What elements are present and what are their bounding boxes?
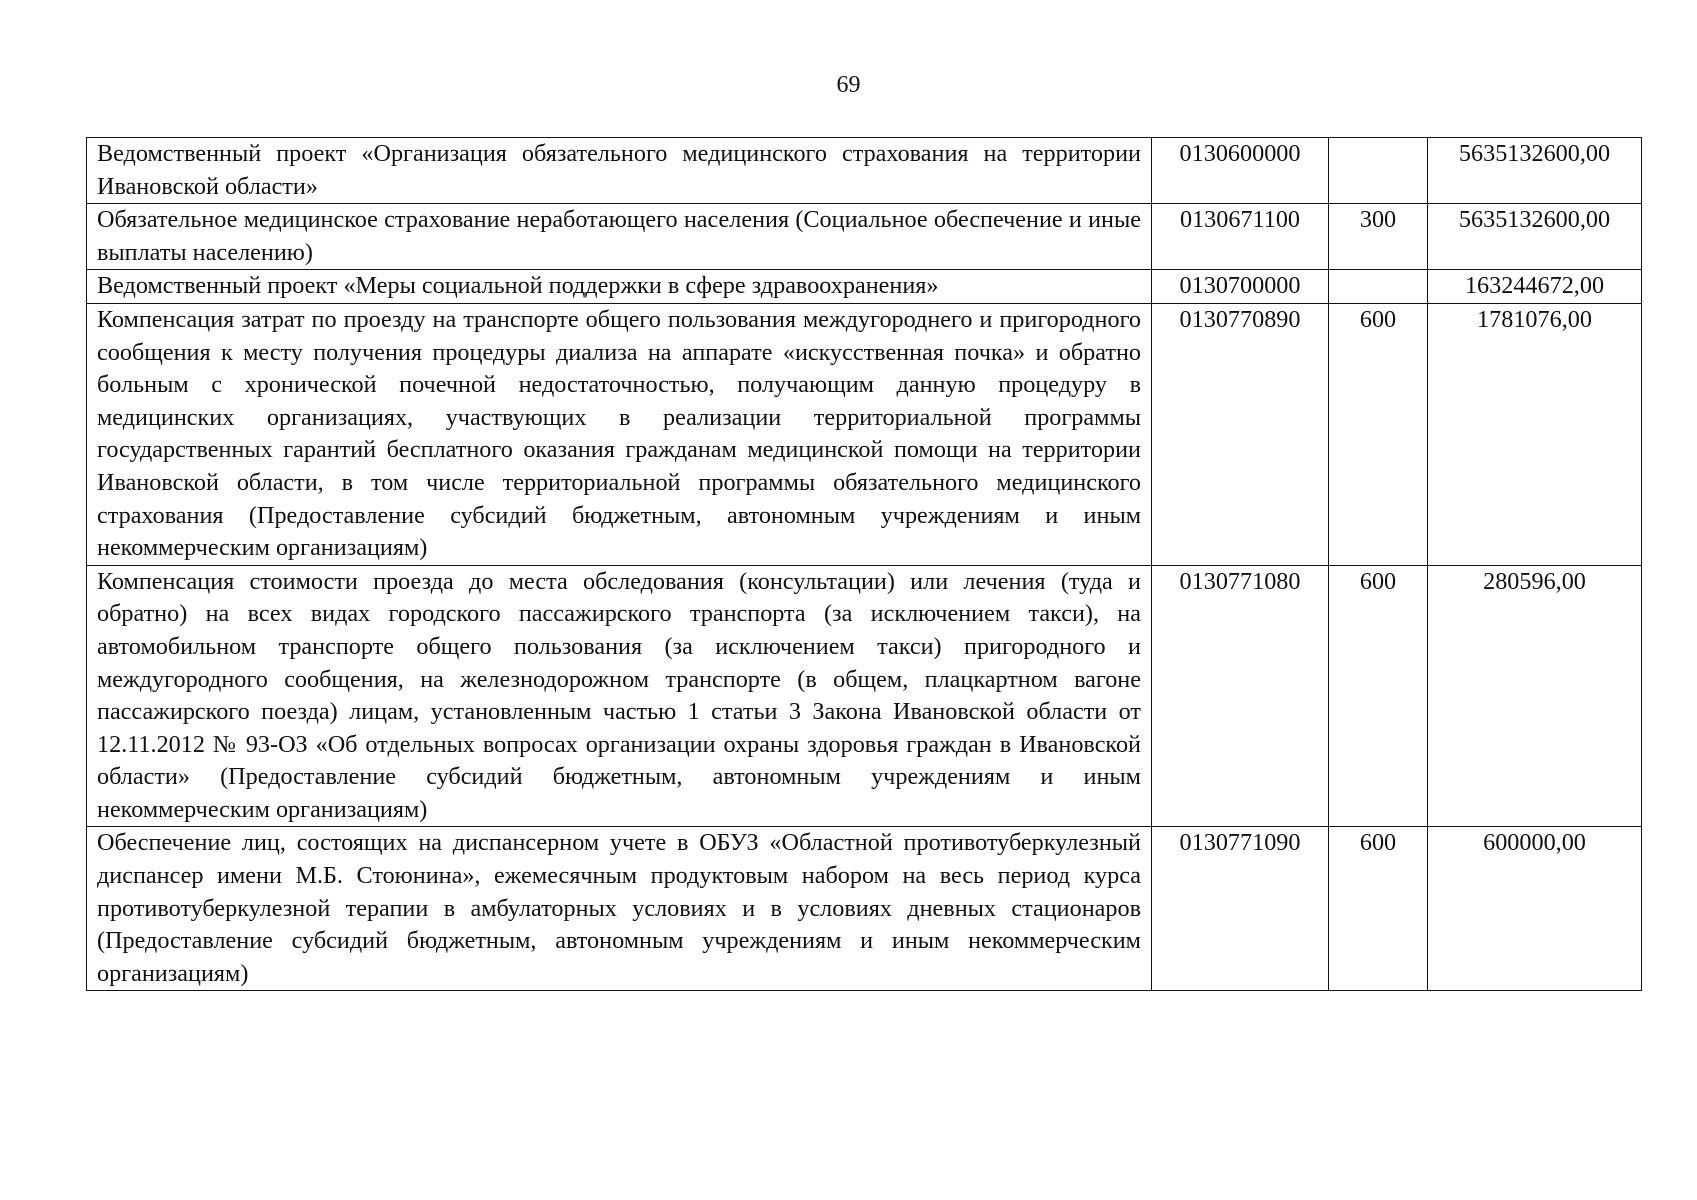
budget-table-body <box>87 138 1642 991</box>
row-amount: 163244672,00 <box>1428 270 1642 304</box>
row-expense-type: 300 <box>1329 204 1428 270</box>
row-code: 0130671100 <box>1152 204 1329 270</box>
row-expense-type <box>1329 270 1428 304</box>
row-amount: 5635132600,00 <box>1428 204 1642 270</box>
row-description: Ведомственный проект «Меры социальной поддержки в сфере здравоохранения» <box>87 270 1152 304</box>
row-code: 0130771080 <box>1152 565 1329 827</box>
table-row <box>87 204 1642 270</box>
table-row <box>87 827 1642 991</box>
row-code: 0130770890 <box>1152 303 1329 565</box>
row-amount: 280596,00 <box>1428 565 1642 827</box>
row-expense-type <box>1329 138 1428 204</box>
row-expense-type: 600 <box>1329 565 1428 827</box>
row-description: Обеспечение лиц, состоящих на диспансерном учете в ОБУЗ «Областной противотуберкулезный диспансер имени М.Б. Стоюнина», ежемесячным продуктовым набором на весь период курса противотуберкулезной терапии в амбулаторных условиях и в условиях дневных стационаров (Предоставление субсидий бюджетным, автономным учреждениям и иным некоммерческим организациям) <box>87 827 1152 991</box>
budget-table <box>86 137 1642 991</box>
table-row <box>87 565 1642 827</box>
table-row <box>87 270 1642 304</box>
row-expense-type: 600 <box>1329 827 1428 991</box>
row-code: 0130771090 <box>1152 827 1329 991</box>
row-amount: 1781076,00 <box>1428 303 1642 565</box>
row-description: Ведомственный проект «Организация обязательного медицинского страхования на территории Ивановской области» <box>87 138 1152 204</box>
table-row <box>87 303 1642 565</box>
row-description: Компенсация стоимости проезда до места обследования (консультации) или лечения (туда и обратно) на всех видах городского пассажирского транспорта (за исключением такси), на автомобильном транспорте общего пользования (за исключением такси) пригородного и междугородного сообщения, на железнодорожном транспорте (в общем, плацкартном вагоне пассажирского поезда) лицам, установленным частью 1 статьи 3 Закона Ивановской области от 12.11.2012 № 93-ОЗ «Об отдельных вопросах организации охраны здоровья граждан в Ивановской области» (Предоставление субсидий бюджетным, автономным учреждениям и иным некоммерческим организациям) <box>87 565 1152 827</box>
table-row <box>87 138 1642 204</box>
row-description: Обязательное медицинское страхование неработающего населения (Социальное обеспечение и иные выплаты населению) <box>87 204 1152 270</box>
row-code: 0130700000 <box>1152 270 1329 304</box>
row-expense-type: 600 <box>1329 303 1428 565</box>
row-code: 0130600000 <box>1152 138 1329 204</box>
row-description: Компенсация затрат по проезду на транспорте общего пользования междугороднего и пригородного сообщения к месту получения процедуры диализа на аппарате «искусственная почка» и обратно больным с хронической почечной недостаточностью, получающим данную процедуру в медицинских организациях, участвующих в реализации территориальной программы государственных гарантий бесплатного оказания гражданам медицинской помощи на территории Ивановской области, в том числе территориальной программы обязательного медицинского страхования (Предоставление субсидий бюджетным, автономным учреждениям и иным некоммерческим организациям) <box>87 303 1152 565</box>
page-number: 69 <box>836 72 861 98</box>
row-amount: 600000,00 <box>1428 827 1642 991</box>
row-amount: 5635132600,00 <box>1428 138 1642 204</box>
